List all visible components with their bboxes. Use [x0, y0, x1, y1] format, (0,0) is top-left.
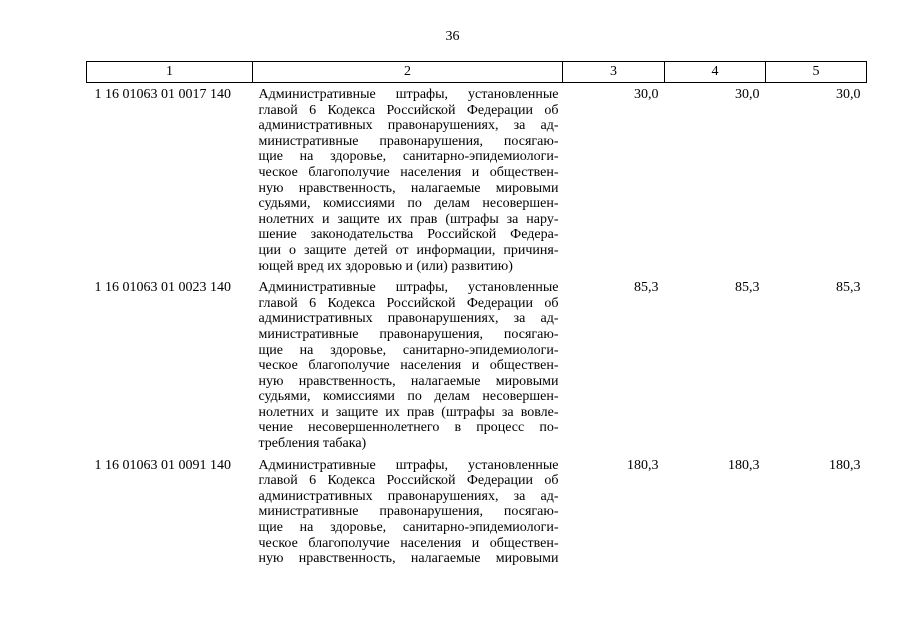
- description-line: ную нравственность, налагаемые мировыми: [258, 180, 559, 196]
- description-line: ную нравственность, налагаемые мировыми: [258, 373, 559, 389]
- description-line: министративные правонарушения, посягаю-: [258, 326, 559, 342]
- value-col-3: 180,3: [627, 457, 659, 473]
- description-line: административных правонарушениях, за ад-: [258, 488, 559, 504]
- description-line: административных правонарушениях, за ад-: [258, 118, 559, 134]
- description-line: главой 6 Кодекса Российской Федерации об: [258, 473, 559, 489]
- description-line: ческое благополучие населения и обществен-: [258, 164, 559, 180]
- description-line: Административные штрафы, установленные: [258, 87, 559, 102]
- value-col-4: 85,3: [735, 280, 760, 296]
- description-line: Административные штрафы, установленные: [258, 457, 559, 473]
- description-line: ющей вред их здоровью и (или) развитию): [258, 258, 513, 274]
- value-col-5: 85,3: [836, 280, 861, 296]
- description-line: судьями, комиссиями по делам несовершен-: [258, 196, 559, 212]
- description-line: главой 6 Кодекса Российской Федерации об: [258, 295, 559, 311]
- table-row: [87, 83, 867, 277]
- description-line: министративные правонарушения, посягаю-: [258, 133, 559, 149]
- header-row: [87, 62, 867, 83]
- description-line: Административные штрафы, установленные: [258, 280, 559, 296]
- description-line: требления табака): [258, 436, 367, 452]
- description: [253, 276, 563, 454]
- table-row: [87, 276, 867, 454]
- description-line: ную нравственность, налагаемые мировыми: [258, 551, 559, 567]
- description-line: нолетних и защите их прав (штрафы за вовле-: [258, 404, 559, 420]
- header-col-4: 4: [665, 62, 766, 83]
- budget-code: 1 16 01063 01 0017 140: [94, 87, 231, 102]
- description-line: чение несовершеннолетнего в процесс по-: [258, 420, 559, 436]
- table-body: [87, 83, 867, 567]
- header-col-1: 1: [87, 62, 253, 83]
- page-number: 36: [445, 29, 460, 44]
- header-col-2: 2: [253, 62, 563, 83]
- description: [253, 83, 563, 277]
- budget-code: 1 16 01063 01 0091 140: [94, 457, 231, 473]
- description-line: судьями, комиссиями по делам несовершен-: [258, 389, 559, 405]
- value-col-3: 85,3: [634, 280, 659, 296]
- description-line: шение законодательства Российской Федера-: [258, 227, 559, 243]
- description-line: главой 6 Кодекса Российской Федерации об: [258, 102, 559, 118]
- header-col-5: 5: [766, 62, 867, 83]
- value-col-4: 30,0: [735, 87, 760, 102]
- value-col-5: 30,0: [836, 87, 861, 102]
- description-line: щие на здоровье, санитарно-эпидемиологи-: [258, 342, 559, 358]
- value-col-4: 180,3: [728, 457, 760, 473]
- header-col-3: 3: [563, 62, 665, 83]
- budget-code: 1 16 01063 01 0023 140: [94, 280, 231, 296]
- value-col-3: 30,0: [634, 87, 659, 102]
- budget-table: [86, 61, 867, 567]
- description: [253, 454, 563, 567]
- description-line: щие на здоровье, санитарно-эпидемиологи-: [258, 149, 559, 165]
- description-line: ческое благополучие населения и обществен-: [258, 358, 559, 374]
- description-line: ции о защите детей от информации, причиня-: [258, 242, 559, 258]
- description-line: щие на здоровье, санитарно-эпидемиологи-: [258, 520, 559, 536]
- table-row: [87, 454, 867, 567]
- description-line: нолетних и защите их прав (штрафы за нару-: [258, 211, 559, 227]
- description-line: министративные правонарушения, посягаю-: [258, 504, 559, 520]
- description-line: административных правонарушениях, за ад-: [258, 311, 559, 327]
- table-header: [87, 62, 867, 83]
- description-line: ческое благополучие населения и обществен-: [258, 535, 559, 551]
- value-col-5: 180,3: [829, 457, 861, 473]
